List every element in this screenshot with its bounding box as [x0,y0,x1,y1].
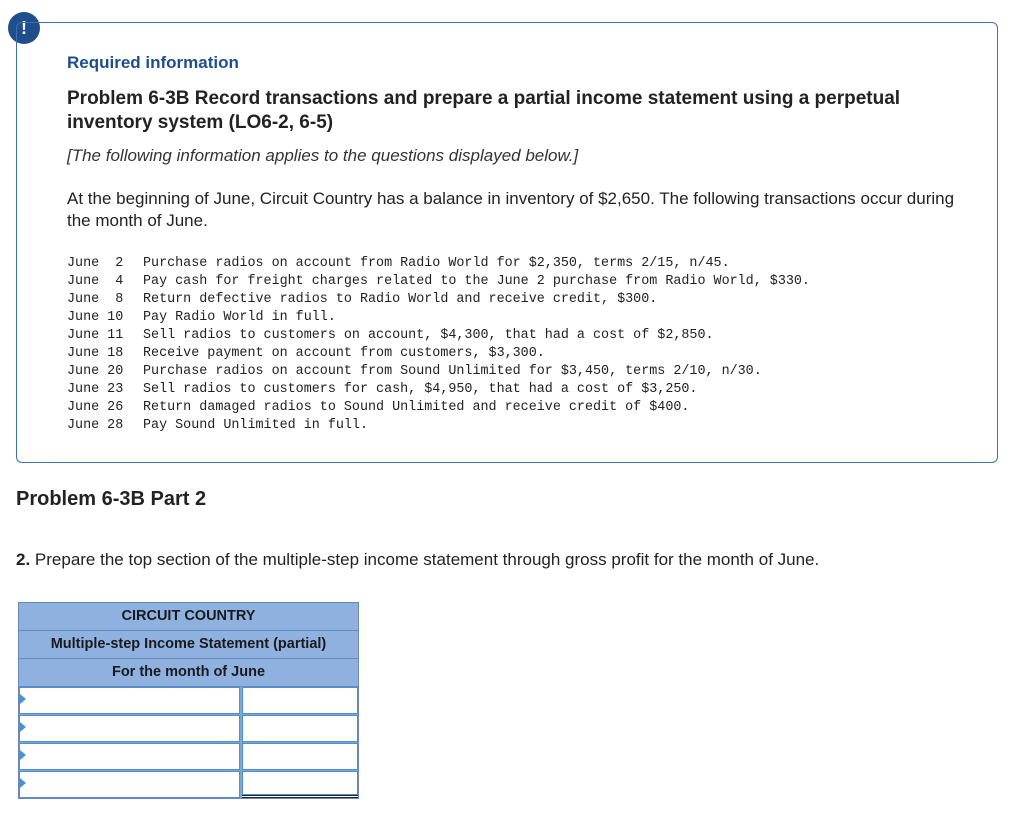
transaction-date: June 4 [67,274,124,289]
transaction-item [67,345,810,363]
transaction-date: June 2 [67,256,124,271]
statement-period: For the month of June [19,659,358,687]
amount-cell [242,715,358,742]
transaction-text: Sell radios to customers for cash, $4,950, that had a cost of $3,250. [143,382,698,397]
transaction-item [67,399,810,417]
question-prompt [16,550,819,570]
dropdown-caret-icon[interactable] [20,694,26,704]
account-cell [19,687,242,714]
transaction-text: Return defective radios to Radio World and receive credit, $300. [143,292,658,307]
transaction-date: June 20 [67,364,124,379]
account-dropdown-input[interactable] [19,771,240,798]
account-cell [19,771,242,798]
transaction-item [67,309,810,327]
amount-input[interactable] [242,743,358,770]
transaction-date: June 26 [67,400,124,415]
transaction-text: Sell radios to customers on account, $4,300, that had a cost of $2,850. [143,328,714,343]
amount-input[interactable] [242,687,358,714]
transaction-text: Purchase radios on account from Radio World for $2,350, terms 2/15, n/45. [143,256,730,271]
statement-row [19,771,358,798]
part-heading: Problem 6-3B Part 2 [16,488,207,510]
transaction-text: Pay Radio World in full. [143,310,336,325]
transaction-text: Pay cash for freight charges related to the June 2 purchase from Radio World, $330. [143,274,810,289]
transaction-item [67,273,810,291]
statement-row [19,687,358,715]
statement-row [19,715,358,743]
transaction-date: June 23 [67,382,124,397]
dropdown-caret-icon[interactable] [20,722,26,732]
account-cell [19,715,242,742]
transaction-item [67,327,810,345]
question-number: 2. [16,550,31,569]
amount-cell [242,687,358,714]
alert-icon: ! [8,12,40,44]
amount-cell [242,743,358,770]
transaction-date: June 10 [67,310,124,325]
transaction-item [67,381,810,399]
amount-cell [242,771,358,798]
account-dropdown-input[interactable] [19,687,240,714]
amount-input[interactable] [242,771,358,795]
transaction-list [67,255,810,435]
statement-row [19,743,358,771]
statement-title: Multiple-step Income Statement (partial) [19,631,358,659]
amount-input[interactable] [242,715,358,742]
dropdown-caret-icon[interactable] [20,750,26,760]
dropdown-caret-icon[interactable] [20,778,26,788]
transaction-date: June 11 [67,328,124,343]
question-text: Prepare the top section of the multiple-step income statement through gross profit for the month of June. [30,550,820,569]
required-info-title: Required information [67,53,239,72]
account-dropdown-input[interactable] [19,715,240,742]
problem-title: Problem 6-3B Record transactions and prepare a partial income statement using a perpetual inventory system (LO6-2, 6-5) [67,88,901,133]
transaction-text: Pay Sound Unlimited in full. [143,418,368,433]
statement-company: CIRCUIT COUNTRY [19,603,358,631]
transaction-date: June 28 [67,418,124,433]
transaction-date: June 8 [67,292,124,307]
transaction-text: Return damaged radios to Sound Unlimited and receive credit of $400. [143,400,690,415]
income-statement-table [18,602,359,799]
transaction-date: June 18 [67,346,124,361]
applies-note: [The following information applies to the questions displayed below.] [67,146,579,165]
transaction-item [67,291,810,309]
transaction-item [67,363,810,381]
intro-paragraph: At the beginning of June, Circuit Country has a balance in inventory of $2,650. The following transactions occur during the month of June. [67,189,955,230]
account-cell [19,743,242,770]
transaction-item [67,417,810,435]
account-dropdown-input[interactable] [19,743,240,770]
transaction-text: Purchase radios on account from Sound Unlimited for $3,450, terms 2/10, n/30. [143,364,762,379]
transaction-text: Receive payment on account from customers, $3,300. [143,346,545,361]
transaction-item [67,255,810,273]
